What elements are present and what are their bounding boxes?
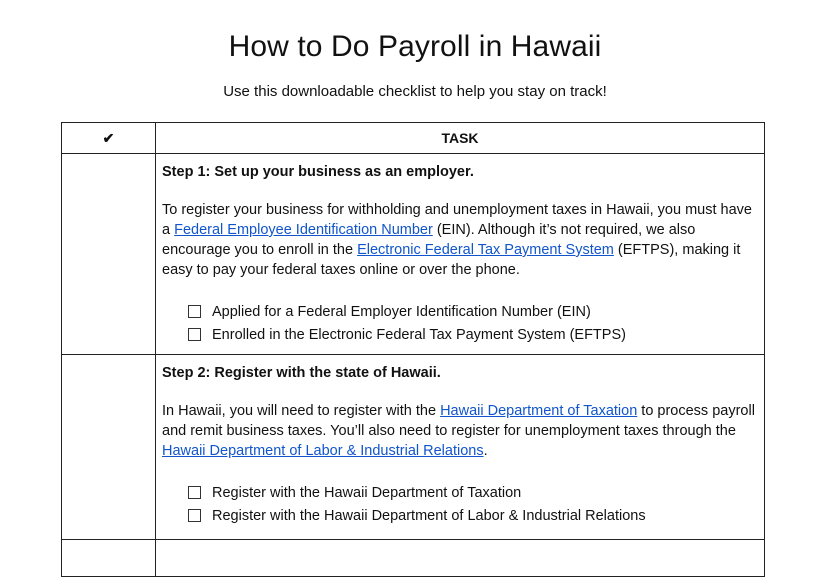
check-cell[interactable]	[62, 540, 156, 577]
table-row	[62, 540, 765, 577]
checkbox-item[interactable]	[188, 300, 758, 323]
checkbox-list	[162, 481, 758, 527]
checkbox-label: Register with the Hawaii Department of Taxation	[212, 484, 522, 501]
check-cell[interactable]	[62, 154, 156, 355]
task-cell	[156, 540, 765, 577]
step-description	[162, 200, 758, 280]
desc-text: (EIN). Although it’s not required, we also encourage you to enroll in the	[162, 222, 696, 258]
task-cell	[156, 355, 765, 540]
table-header-row	[62, 123, 765, 154]
task-column-header: TASK	[156, 123, 765, 154]
step-heading: Step 2: Register with the state of Hawaii.	[162, 365, 441, 381]
checklist-table	[61, 122, 765, 577]
table-row	[62, 154, 765, 355]
desc-text: (EFTPS), making it easy to pay your federal taxes online or over the phone.	[162, 242, 741, 278]
desc-text: To register your business for withholding and unemployment taxes in Hawaii, you must have a	[162, 202, 752, 238]
task-cell	[156, 154, 765, 355]
checkbox-label: Applied for a Federal Employer Identification Number (EIN)	[212, 303, 591, 320]
checkbox-unchecked-icon[interactable]	[188, 486, 201, 499]
hawaii-taxation-link[interactable]: Hawaii Department of Taxation	[440, 403, 638, 419]
checkbox-label: Register with the Hawaii Department of Labor & Industrial Relations	[212, 507, 646, 524]
table-row	[62, 355, 765, 540]
checkbox-unchecked-icon[interactable]	[188, 328, 201, 341]
checkbox-item[interactable]	[188, 504, 758, 527]
page-title: How to Do Payroll in Hawaii	[228, 30, 602, 63]
checkbox-item[interactable]	[188, 481, 758, 504]
check-cell[interactable]	[62, 355, 156, 540]
desc-text: to process payroll and remit business taxes. You’ll also need to register for unemployment taxes through the	[162, 403, 755, 439]
step-description	[162, 401, 758, 461]
checkbox-list	[162, 300, 758, 346]
desc-text: .	[483, 443, 488, 459]
ein-link[interactable]: Federal Employee Identification Number	[174, 222, 433, 238]
hawaii-labor-link[interactable]: Hawaii Department of Labor & Industrial Relations	[162, 443, 484, 459]
step-heading: Step 1: Set up your business as an employer.	[162, 164, 474, 180]
desc-text: In Hawaii, you will need to register with the	[162, 403, 441, 419]
page-subtitle: Use this downloadable checklist to help you stay on track!	[223, 83, 607, 100]
checkbox-unchecked-icon[interactable]	[188, 305, 201, 318]
checkbox-item[interactable]	[188, 323, 758, 346]
eftps-link[interactable]: Electronic Federal Tax Payment System	[357, 242, 614, 258]
checkbox-unchecked-icon[interactable]	[188, 509, 201, 522]
checkbox-label: Enrolled in the Electronic Federal Tax Payment System (EFTPS)	[212, 326, 626, 343]
check-column-header: ✔	[62, 123, 156, 154]
